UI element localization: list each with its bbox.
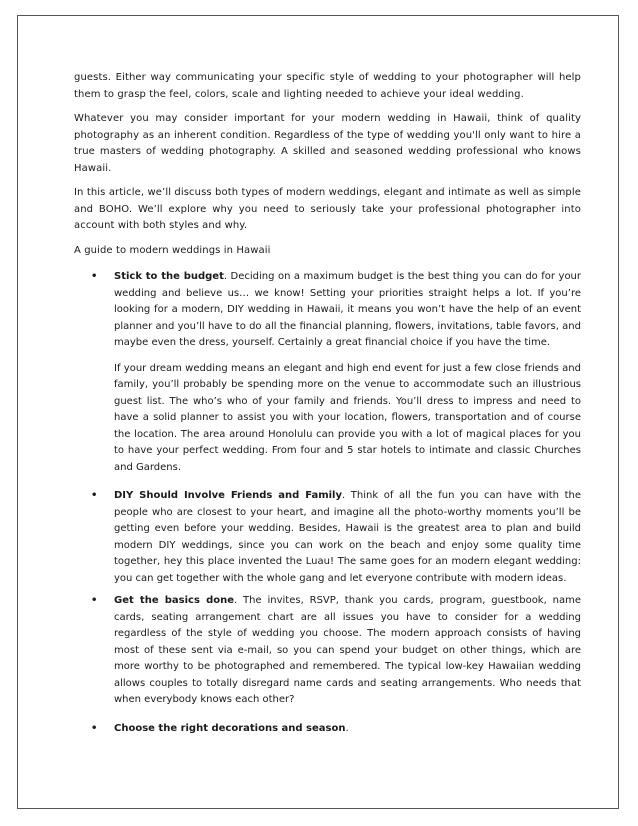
list-item-title: DIY Should Involve Friends and Family — [114, 490, 343, 501]
paragraph-quality: Whatever you may consider important for your modern wedding in Hawaii, think of quality photography as an inherent condition. Regardless of the type of wedding you'll only want to hire a true masters of wedding photography. A skilled and seasoned wedding professional who knows Hawaii. — [74, 113, 581, 174]
paragraph-intro: guests. Either way communicating your specific style of wedding to your photographer will help them to grasp the feel, colors, scale and lighting needed to achieve your ideal wedding. — [74, 72, 581, 100]
list-item-text: . — [345, 722, 349, 734]
list-item-decorations — [74, 721, 581, 738]
list-item-extra: If your dream wedding means an elegant and high end event for just a few close friends and family, you’ll probably be spending more on the venue to accommodate such an illustrious guest list. The who’s who of your family and friends. You’ll dress to impress and need to have a solid planner to assist you with your location, flowers, transportation and of course the location. The area around Honolulu can provide you with a lot of magical places for you to have your perfect wedding. From four and 5 star hotels to intimate and classic Churches and Gardens. — [114, 362, 581, 473]
bullet-icon: • — [91, 722, 98, 734]
guide-list — [74, 269, 581, 737]
list-item-diy — [74, 488, 581, 587]
document-body — [74, 70, 581, 743]
list-item-title: Stick to the budget — [114, 271, 224, 282]
list-item-text: . Deciding on a maximum budget is the best thing you can do for your wedding and believe us… we know! Setting your priorities straight helps a lot. If you’re looking for a modern, DIY wedding in Hawaii, it means you won’t have the help of an event planner and you’ll have to do all the financial planning, flowers, invitations, table favors, and maybe even the dress, yourself. Certainly a great financial choice if you have the time. — [114, 271, 582, 348]
list-item-basics — [74, 593, 581, 709]
list-item-text: . Think of all the fun you can have with the people who are closest to your heart, and imagine all the photo-worthy moments you’ll be getting even before your wedding. Besides, Hawaii is the greatest area to plan and build modern DIY weddings, since you can work on the beach and enjoy some quality time together, hey this place invented the Luau! The same goes for an modern elegant wedding: you can get together with the whole gang and let everyone contribute with modern ideas. — [114, 490, 581, 584]
list-item-title: Get the basics done — [114, 595, 235, 606]
guide-heading: A guide to modern weddings in Hawaii — [74, 244, 271, 256]
list-item-budget — [74, 269, 581, 476]
document-page — [17, 15, 619, 809]
bullet-icon: • — [91, 595, 98, 606]
paragraph-article: In this article, we’ll discuss both types of modern weddings, elegant and intimate as well as simple and BOHO. We’ll explore why you need to seriously take your professional photographer into account with both styles and why. — [74, 187, 581, 231]
list-item-text: . The invites, RSVP, thank you cards, program, guestbook, name cards, seating arrangement chart are all issues you have to consider for a wedding regardless of the style of wedding you choose. The modern approach consists of having most of these sent via e-mail, so you can spend your budget on other things, which are more worthy to be photographed and remembered. The typical low-key Hawaiian wedding allows couples to totally disregard name cards and seating arrangements. Who needs that when everybody knows each other? — [114, 595, 581, 705]
bullet-icon: • — [91, 271, 98, 282]
list-item-title: Choose the right decorations and season — [114, 722, 346, 734]
bullet-icon: • — [91, 490, 98, 501]
